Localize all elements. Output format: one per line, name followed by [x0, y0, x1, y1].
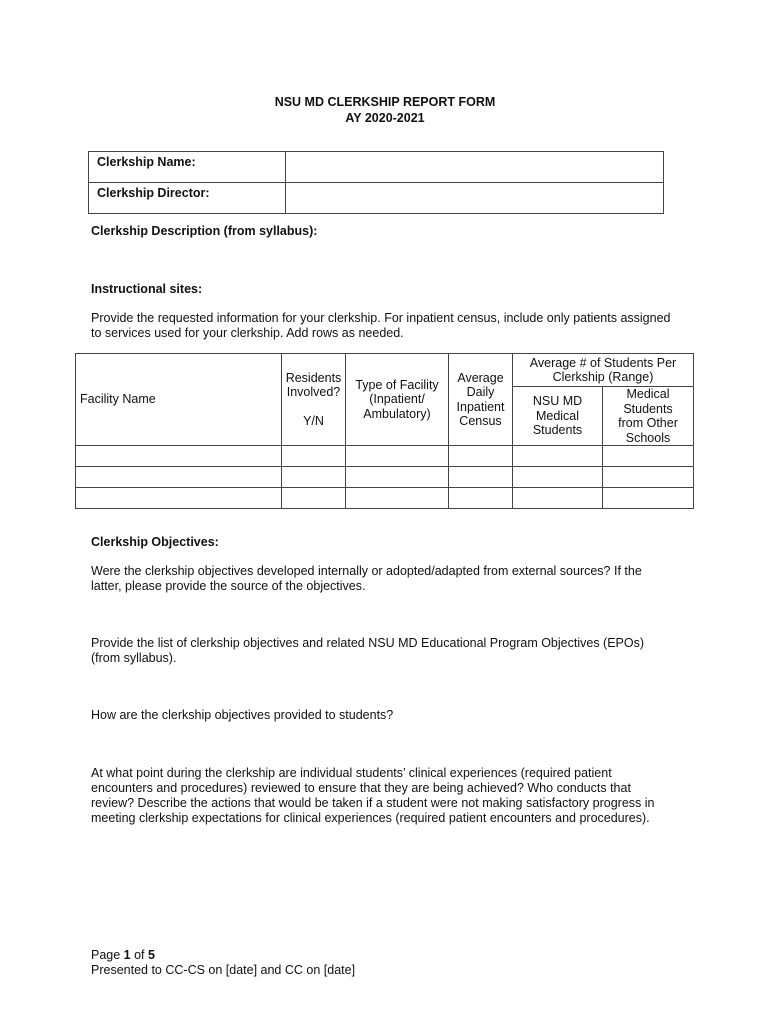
- objectives-list-question: Provide the list of clerkship objectives and related NSU MD Educational Program Objectives (EPOs) (from syllabus).: [91, 636, 645, 665]
- instructional-sites-heading: Instructional sites:: [91, 282, 203, 296]
- table-cell[interactable]: [603, 467, 694, 488]
- objectives-source-question: Were the clerkship objectives developed internally or adopted/adapted from external sources? If the latter, please provide the source of the objectives.: [91, 564, 642, 593]
- instructional-sites-table: [75, 353, 694, 509]
- table-header-row: [76, 354, 694, 387]
- table-cell[interactable]: [282, 446, 346, 467]
- table-row: [76, 488, 694, 509]
- sites-instructions-line: Provide the requested information for your clerkship. For inpatient census, include only patients assigned: [91, 311, 671, 325]
- table-cell[interactable]: [603, 488, 694, 509]
- clerkship-director-label: Clerkship Director:: [89, 183, 286, 214]
- table-row: [89, 152, 664, 183]
- col-header-other-schools: Medical Students from Other Schools: [603, 387, 694, 446]
- col-header-residents: Residents Involved? Y/N: [282, 354, 346, 446]
- col-header-nsu-students: NSU MD Medical Students: [513, 387, 603, 446]
- page-number: Page 1 of 5: [91, 948, 155, 962]
- objectives-delivery-question: How are the clerkship objectives provided to students?: [91, 708, 394, 722]
- academic-year: AY 2020-2021: [345, 111, 425, 125]
- objectives-heading: Clerkship Objectives:: [91, 535, 219, 549]
- table-cell[interactable]: [449, 467, 513, 488]
- table-cell[interactable]: [513, 467, 603, 488]
- form-title: NSU MD CLERKSHIP REPORT FORM: [274, 95, 496, 109]
- table-row: [76, 446, 694, 467]
- sites-instructions-line: to services used for your clerkship. Add rows as needed.: [91, 326, 404, 340]
- table-cell[interactable]: [76, 467, 282, 488]
- table-cell[interactable]: [346, 467, 449, 488]
- clerkship-director-field[interactable]: [286, 183, 664, 214]
- table-cell[interactable]: [449, 446, 513, 467]
- clerkship-name-field[interactable]: [286, 152, 664, 183]
- sites-instructions: [91, 311, 691, 341]
- table-cell[interactable]: [513, 488, 603, 509]
- col-header-facility-name: Facility Name: [76, 354, 282, 446]
- table-cell[interactable]: [76, 488, 282, 509]
- col-header-avg-students: Average # of Students Per Clerkship (Range): [513, 354, 694, 387]
- table-cell[interactable]: [282, 467, 346, 488]
- table-cell[interactable]: [513, 446, 603, 467]
- col-header-inpatient-census: Average Daily Inpatient Census: [449, 354, 513, 446]
- table-row: [89, 183, 664, 214]
- table-cell[interactable]: [346, 488, 449, 509]
- clerkship-info-table: [88, 151, 664, 214]
- table-cell[interactable]: [449, 488, 513, 509]
- description-heading: Clerkship Description (from syllabus):: [91, 224, 318, 238]
- clerkship-name-label: Clerkship Name:: [89, 152, 286, 183]
- table-cell[interactable]: [282, 488, 346, 509]
- presentation-note: Presented to CC-CS on [date] and CC on [date]: [91, 963, 356, 977]
- table-cell[interactable]: [76, 446, 282, 467]
- table-row: [76, 467, 694, 488]
- clinical-experience-question: At what point during the clerkship are individual students’ clinical experiences (required patient encounters and procedures) reviewed to ensure that they are being achieved? Who conducts that review? Describe the actions that would be taken if a student were not making satisfactory progress in meeting clerkship expectations for clinical experiences (required patient encounters and procedures).: [91, 766, 655, 825]
- table-cell[interactable]: [346, 446, 449, 467]
- table-cell[interactable]: [603, 446, 694, 467]
- col-header-facility-type: Type of Facility (Inpatient/ Ambulatory): [346, 354, 449, 446]
